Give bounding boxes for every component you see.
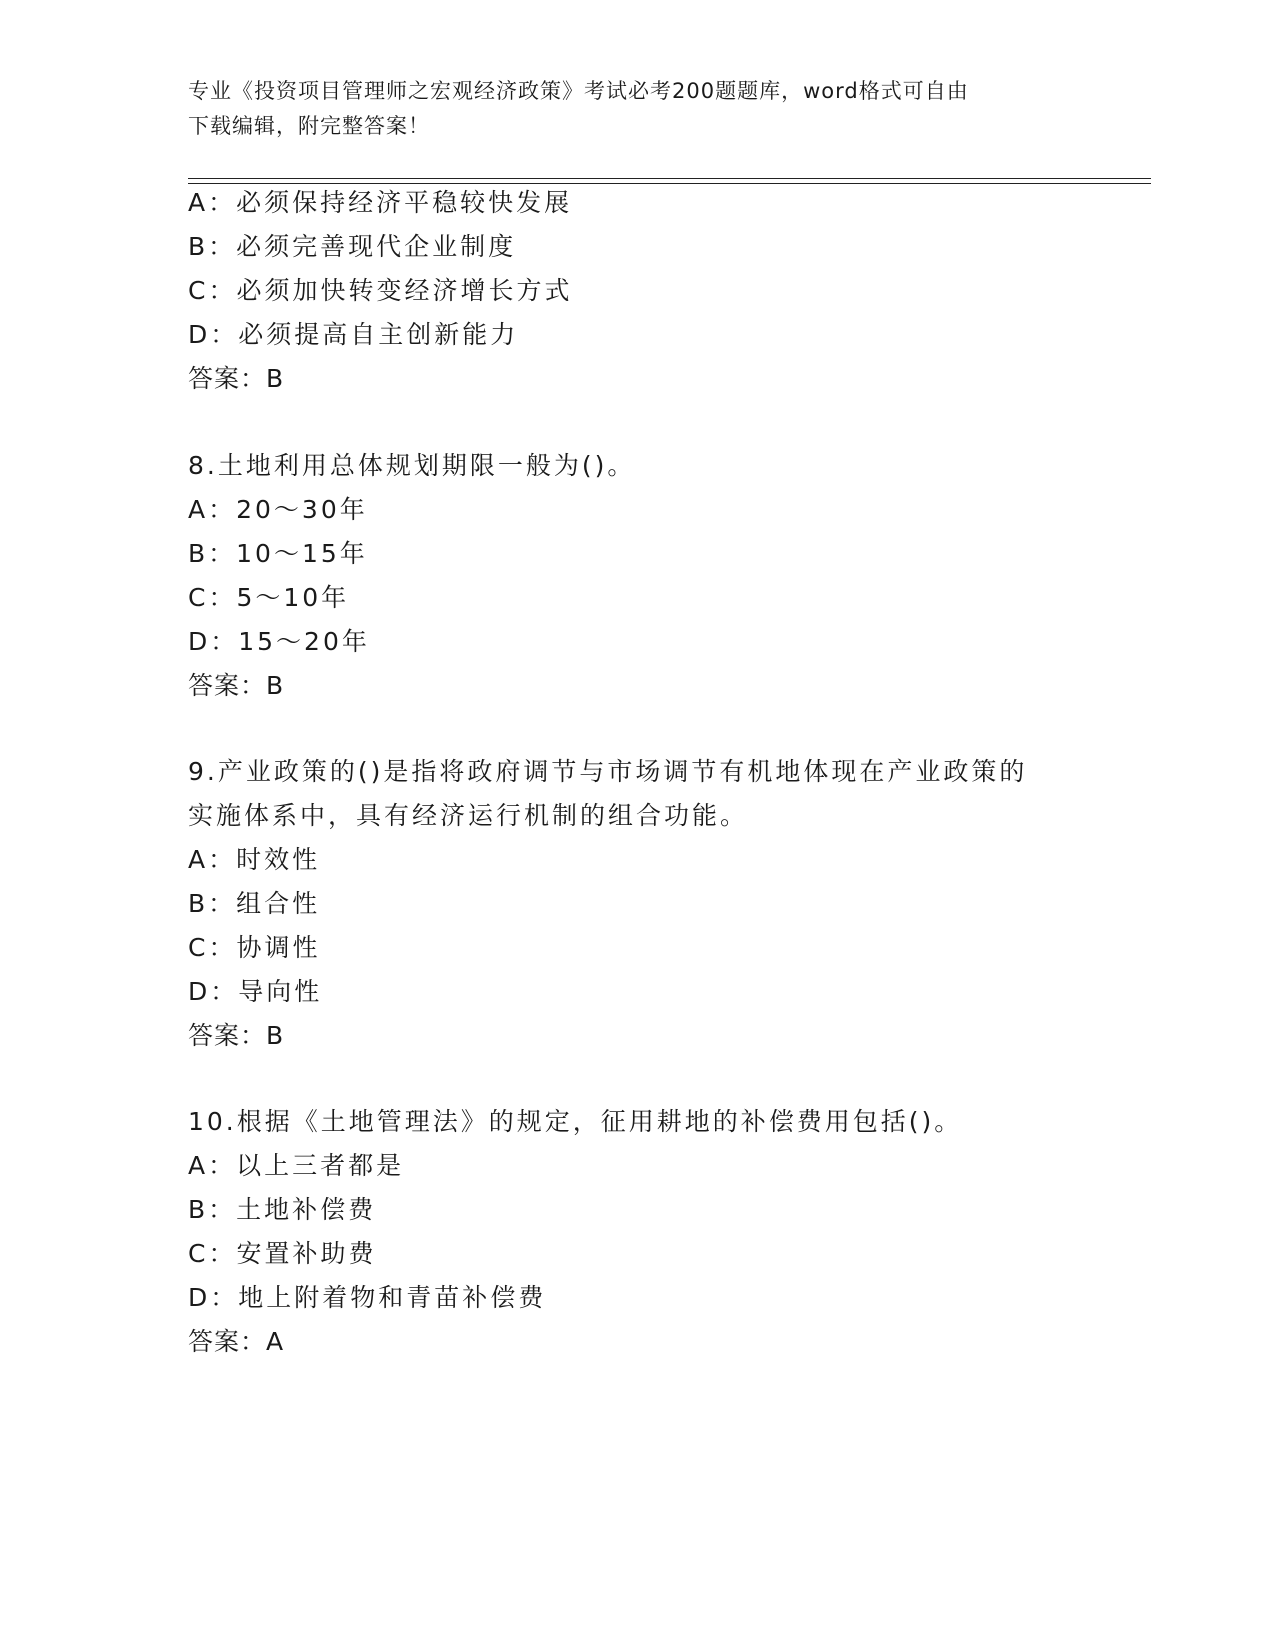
q8-answer: 答案：B	[188, 671, 285, 700]
q9-stem-line-1: 9.产业政策的()是指将政府调节与市场调节有机地体现在产业政策的	[188, 757, 1028, 786]
q8-option-b: B：10～15年	[188, 539, 368, 568]
q7-option-b: B：必须完善现代企业制度	[188, 232, 517, 261]
q7-option-a: A：必须保持经济平稳较快发展	[188, 188, 573, 217]
header-line-2: 下载编辑，附完整答案！	[188, 114, 430, 138]
q9-answer: 答案：B	[188, 1021, 285, 1050]
q7-answer: 答案：B	[188, 364, 285, 393]
q8-stem: 8.土地利用总体规划期限一般为()。	[188, 451, 636, 480]
q10-option-a: A：以上三者都是	[188, 1151, 405, 1180]
q10-option-b: B：土地补偿费	[188, 1195, 377, 1224]
q9-stem-line-2: 实施体系中，具有经济运行机制的组合功能。	[188, 801, 749, 830]
q9-option-b: B：组合性	[188, 889, 321, 918]
q9-option-d: D：导向性	[188, 977, 323, 1006]
q10-option-d: D：地上附着物和青苗补偿费	[188, 1283, 547, 1312]
header-divider-bottom	[188, 183, 1151, 184]
q9-option-c: C：协调性	[188, 933, 321, 962]
q7-option-d: D：必须提高自主创新能力	[188, 320, 519, 349]
q9-option-a: A：时效性	[188, 845, 321, 874]
q7-option-c: C：必须加快转变经济增长方式	[188, 276, 573, 305]
q8-option-c: C：5～10年	[188, 583, 350, 612]
q10-answer: 答案：A	[188, 1327, 285, 1356]
q8-option-a: A：20～30年	[188, 495, 368, 524]
header-divider-top	[188, 178, 1151, 179]
q10-stem: 10.根据《土地管理法》的规定，征用耕地的补偿费用包括()。	[188, 1107, 963, 1136]
q10-option-c: C：安置补助费	[188, 1239, 377, 1268]
header-line-1: 专业《投资项目管理师之宏观经济政策》考试必考200题题库，word格式可自由	[188, 79, 969, 103]
q8-option-d: D：15～20年	[188, 627, 370, 656]
document-header	[188, 74, 1068, 144]
